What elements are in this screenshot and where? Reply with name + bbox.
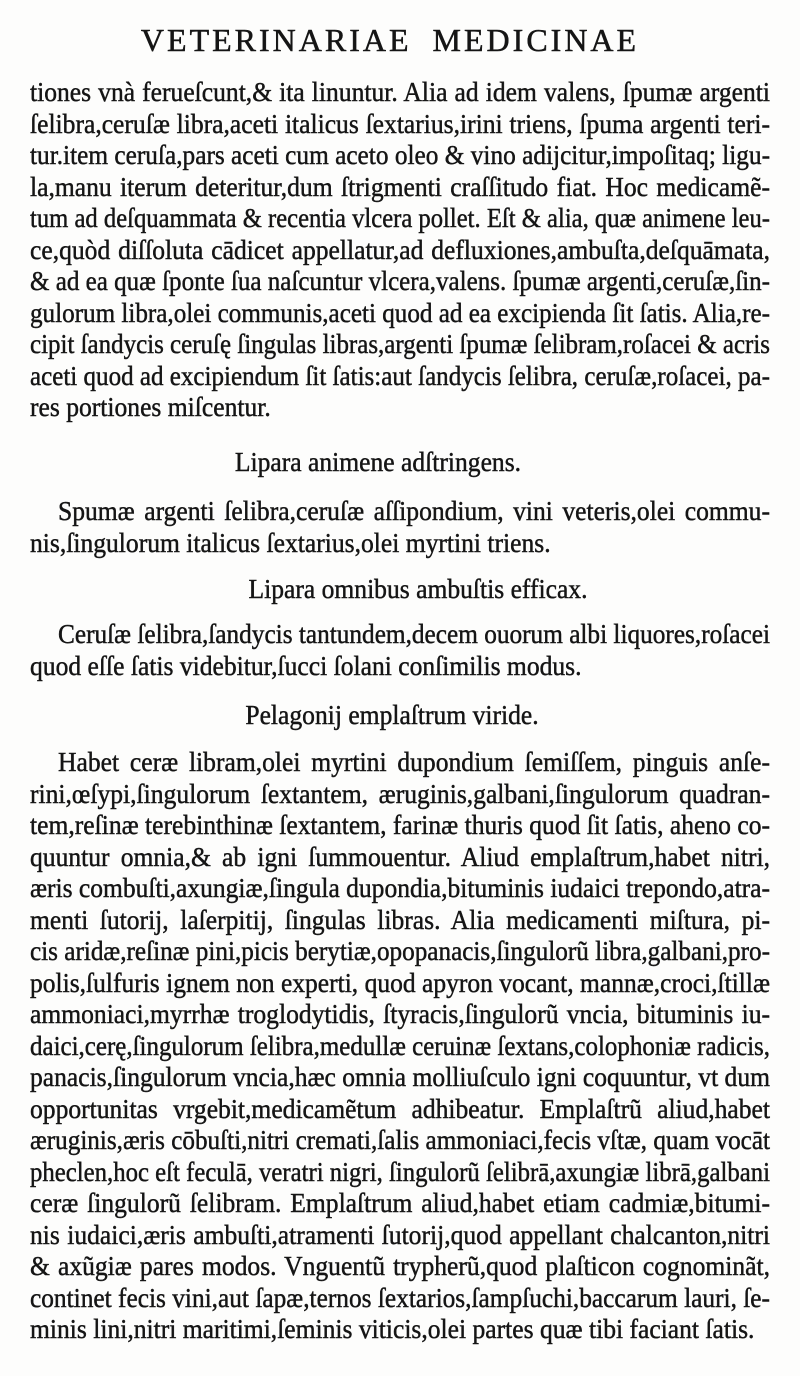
text-line: tum ad deſquammata & recentia vlcera pollet. Eſt & alia, quæ animene leu- xyxy=(30,203,770,233)
text-line: æris combuſti,axungiæ,ſingula dupondia,bituminis iudaici trepondo,atra- xyxy=(30,873,770,903)
text-line: ce,quòd diſſoluta cādicet appellatur,ad defluxiones,ambuſta,deſquāmata, xyxy=(30,234,770,265)
section-heading: Lipara animene adſtringens. xyxy=(234,447,522,477)
text-line: menti ſutorij, laſerpitij, ſingulas libras. Alia medicamenti miſtura, pi- xyxy=(30,904,770,935)
opening-paragraph xyxy=(30,77,770,424)
text-line: aceti quod ad excipiendum ſit ſatis:aut ſandycis ſelibra, ceruſæ,roſacei, pa- xyxy=(30,360,770,391)
section-heading: Pelagonij emplaſtrum viride. xyxy=(245,700,539,730)
text-line: polis,ſulfuris ignem non experti, quod apyron vocant, mannæ,croci,ſtillæ xyxy=(30,967,770,998)
text-line: minis lini,nitri maritimi,ſeminis viticis,olei partes quæ tibi faciant ſatis. xyxy=(30,1314,755,1344)
text-line: ceræ ſingulorũ ſelibram. Emplaſtrum aliud,habet etiam cadmiæ,bitumi- xyxy=(30,1188,770,1218)
text-line: tem,reſinæ terebinthinæ ſextantem, farinæ thuris quod ſit ſatis, aheno co- xyxy=(30,810,770,840)
text-line: res portiones miſcentur. xyxy=(30,392,271,422)
text-line: ſelibra,ceruſæ libra,aceti italicus ſextarius,irini triens, ſpuma argenti teri- xyxy=(30,108,770,139)
section-body xyxy=(30,496,770,559)
section-body xyxy=(30,619,770,682)
text-line: daici,cerę,ſingulorum ſelibra,medullæ ceruinæ ſextans,colophoniæ radicis, xyxy=(30,1030,770,1061)
text-line: cipit ſandycis ceruſę ſingulas libras,argenti ſpumæ ſelibram,roſacei & acris xyxy=(30,329,770,359)
text-line: Habet ceræ libram,olei myrtini dupondium ſemiſſem, pinguis anſe- xyxy=(58,747,771,777)
text-line: pheclen,hoc eſt feculā, veratri nigri, ſingulorũ ſelibrā,axungiæ librā,galbani xyxy=(30,1156,770,1187)
text-line: nis iudaici,æris ambuſti,atramenti ſutorij,quod appellant chalcanton,nitri xyxy=(30,1219,770,1250)
text-line: continet fecis vini,aut ſapæ,ternos ſextarios,ſampſuchi,baccarum lauri, ſe- xyxy=(30,1282,770,1313)
text-line: Spumæ argenti ſelibra,ceruſæ aſſipondium, vini veteris,olei commu- xyxy=(58,496,771,526)
text-line: & axũgiæ pares modos. Vnguentũ trypherũ,quod plaſticon cognominãt, xyxy=(30,1251,770,1281)
section-body xyxy=(30,747,770,1346)
text-line: rini,œſypi,ſingulorum ſextantem, æruginis,galbani,ſingulorum quadran- xyxy=(30,778,770,809)
text-line: tur.item ceruſa,pars aceti cum aceto oleo & vino adijcitur,impoſitaq; ligu- xyxy=(30,140,770,170)
text-line: gulorum libra,olei communis,aceti quod ad ea excipienda ſit ſatis. Alia,re- xyxy=(30,297,770,328)
text-line: panacis,ſingulorum vncia,hæc omnia molliuſculo igni coquuntur, vt dum xyxy=(30,1062,770,1092)
text-line: Ceruſæ ſelibra,ſandycis tantundem,decem ouorum albi liquores,roſacei xyxy=(58,619,770,649)
section-heading: Lipara omnibus ambuſtis efficax. xyxy=(248,574,588,604)
text-line: quod eſſe ſatis videbitur,ſucci ſolani conſimilis modus. xyxy=(30,650,582,681)
text-line: tiones vnà ferueſcunt,& ita linuntur. Alia ad idem valens, ſpumæ argenti xyxy=(30,77,770,107)
text-line: la,manu iterum deteritur,dum ſtrigmenti craſſitudo fiat. Hoc medicamẽ- xyxy=(30,171,770,202)
text-line: quuntur omnia,& ab igni ſummouentur. Aliud emplaſtrum,habet nitri, xyxy=(30,841,770,872)
running-head: VETERINARIAE MEDICINAE xyxy=(140,22,640,58)
text-line: cis aridæ,reſinæ pini,picis berytiæ,opopanacis,ſingulorũ libra,galbani,pro- xyxy=(30,936,770,966)
text-line: ammoniaci,myrrhæ troglodytidis, ſtyracis,ſingulorũ vncia, bituminis iu- xyxy=(30,999,770,1029)
text-line: opportunitas vrgebit,medicamẽtum adhibeatur. Emplaſtrũ aliud,habet xyxy=(30,1093,770,1124)
text-line: & ad ea quæ ſponte ſua naſcuntur vlcera,valens. ſpumæ argenti,ceruſæ,ſin- xyxy=(30,266,770,296)
text-line: æruginis,æris cōbuſti,nitri cremati,ſalis ammoniaci,fecis vſtæ, quam vocāt xyxy=(30,1125,770,1155)
text-line: nis,ſingulorum italicus ſextarius,olei myrtini triens. xyxy=(30,527,551,558)
